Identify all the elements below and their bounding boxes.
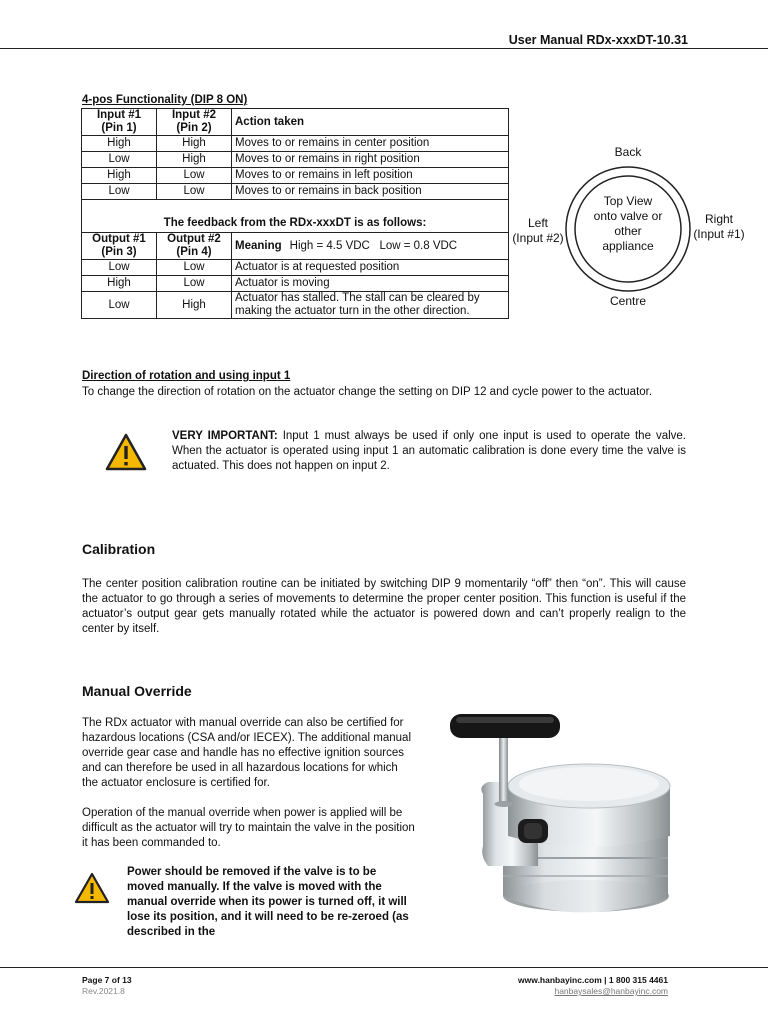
actuator-image bbox=[448, 706, 688, 920]
footer-left bbox=[82, 975, 132, 997]
calibration-text: The center position calibration routine can be initiated by switching DIP 9 momentarily “off” then “on”. This will cause the actuator to go through a series of movements to determine the proper center position. This function is useful if the actuator’s output gear gets manually rotated while the actuator is powered down and can’t properly realign to the center by itself. bbox=[82, 578, 686, 635]
table-row bbox=[82, 260, 509, 276]
table-cell: Moves to or remains in back position bbox=[232, 184, 509, 200]
table-cell: High bbox=[82, 136, 157, 152]
table-cell: Low bbox=[157, 260, 232, 276]
dial-back-label: Back bbox=[614, 145, 642, 159]
footer-divider bbox=[0, 967, 768, 968]
manual-override-warning: Power should be removed if the valve is to be moved manually. If the valve is moved with the manual override when its power is turned off, it will lose its position, and it will need to be re-zeroed (as described in the bbox=[127, 866, 409, 938]
table-cell: Actuator is at requested position bbox=[232, 260, 509, 276]
table-row bbox=[82, 168, 509, 184]
table-cell: Moves to or remains in center position bbox=[232, 136, 509, 152]
revision: Rev.2021.8 bbox=[82, 986, 125, 996]
table-cell: Low bbox=[157, 276, 232, 292]
dial-left-label: Left (Input #2) bbox=[512, 216, 564, 245]
header-input-1: Input #1 (Pin 1) bbox=[82, 109, 157, 136]
manual-override-title: Manual Override bbox=[82, 683, 192, 699]
table-row bbox=[82, 276, 509, 292]
table-row bbox=[82, 152, 509, 168]
table-cell: High bbox=[82, 168, 157, 184]
table-row bbox=[82, 292, 509, 319]
rotation-title: Direction of rotation and using input 1 bbox=[82, 370, 291, 382]
page-number: Page 7 of 13 bbox=[82, 975, 132, 985]
table-cell: Low bbox=[157, 184, 232, 200]
table-cell: Low bbox=[82, 292, 157, 319]
header-divider bbox=[0, 48, 768, 49]
table-cell: High bbox=[157, 152, 232, 168]
header-output-2: Output #2 (Pin 4) bbox=[157, 233, 232, 260]
calibration-title: Calibration bbox=[82, 541, 156, 557]
feedback-title: The feedback from the RDx-xxxDT is as follows: bbox=[82, 200, 509, 233]
table-cell: Low bbox=[157, 168, 232, 184]
feedback-title-row bbox=[82, 200, 509, 233]
table-row bbox=[82, 136, 509, 152]
table-cell: High bbox=[82, 276, 157, 292]
table-cell: Low bbox=[82, 260, 157, 276]
table-cell: Low bbox=[82, 184, 157, 200]
meaning-cell: Meaning High = 4.5 VDC Low = 0.8 VDC bbox=[232, 233, 509, 260]
table-cell: Actuator is moving bbox=[232, 276, 509, 292]
dial-centre-label: Centre bbox=[609, 294, 647, 308]
footer-right bbox=[518, 975, 668, 997]
table-cell: Low bbox=[82, 152, 157, 168]
manual-override-para-2: Operation of the manual override when power is applied will be difficult as the actuator will try to maintain the valve in the position it has been commanded to. bbox=[82, 807, 415, 849]
table-cell: High bbox=[157, 292, 232, 319]
table-row bbox=[82, 184, 509, 200]
table-cell: Moves to or remains in right position bbox=[232, 152, 509, 168]
table-cell: Actuator has stalled. The stall can be cleared by making the actuator turn in the other direction. bbox=[232, 292, 509, 319]
warning-icon bbox=[73, 871, 111, 905]
dial-right-label: Right (Input #1) bbox=[693, 212, 745, 241]
warning-icon bbox=[104, 432, 148, 472]
table-cell: Moves to or remains in left position bbox=[232, 168, 509, 184]
header-action: Action taken bbox=[232, 109, 509, 136]
header-input-2: Input #2 (Pin 2) bbox=[157, 109, 232, 136]
dial-center-text: Top View onto valve or other appliance bbox=[593, 194, 663, 253]
website-phone[interactable]: www.hanbayinc.com | 1 800 315 4461 bbox=[518, 975, 668, 985]
table-header-row bbox=[82, 109, 509, 136]
functionality-table bbox=[81, 108, 509, 319]
header-title: User Manual RDx-xxxDT-10.31 bbox=[508, 33, 688, 47]
table-title: 4-pos Functionality (DIP 8 ON) bbox=[82, 94, 248, 106]
output-header-row bbox=[82, 233, 509, 260]
rotation-text: To change the direction of rotation on the actuator change the setting on DIP 12 and cycle power to the actuator. bbox=[82, 386, 653, 398]
table-cell: High bbox=[157, 136, 232, 152]
header-output-1: Output #1 (Pin 3) bbox=[82, 233, 157, 260]
important-note: VERY IMPORTANT: Input 1 must always be used if only one input is used to operate the valve. When the actuator is operated using input 1 an automatic calibration is done every time the valve is actuated. This does not happen on input 2. bbox=[172, 430, 686, 472]
manual-override-para-1: The RDx actuator with manual override can also be certified for hazardous locations (CSA and/or IECEX). The additional manual override gear case and handle has no effective ignition sources and can therefore be used in all hazardous locations for which the actuator enclosure is certified for. bbox=[82, 717, 412, 789]
email-link[interactable]: hanbaysales@hanbayinc.com bbox=[554, 986, 668, 996]
